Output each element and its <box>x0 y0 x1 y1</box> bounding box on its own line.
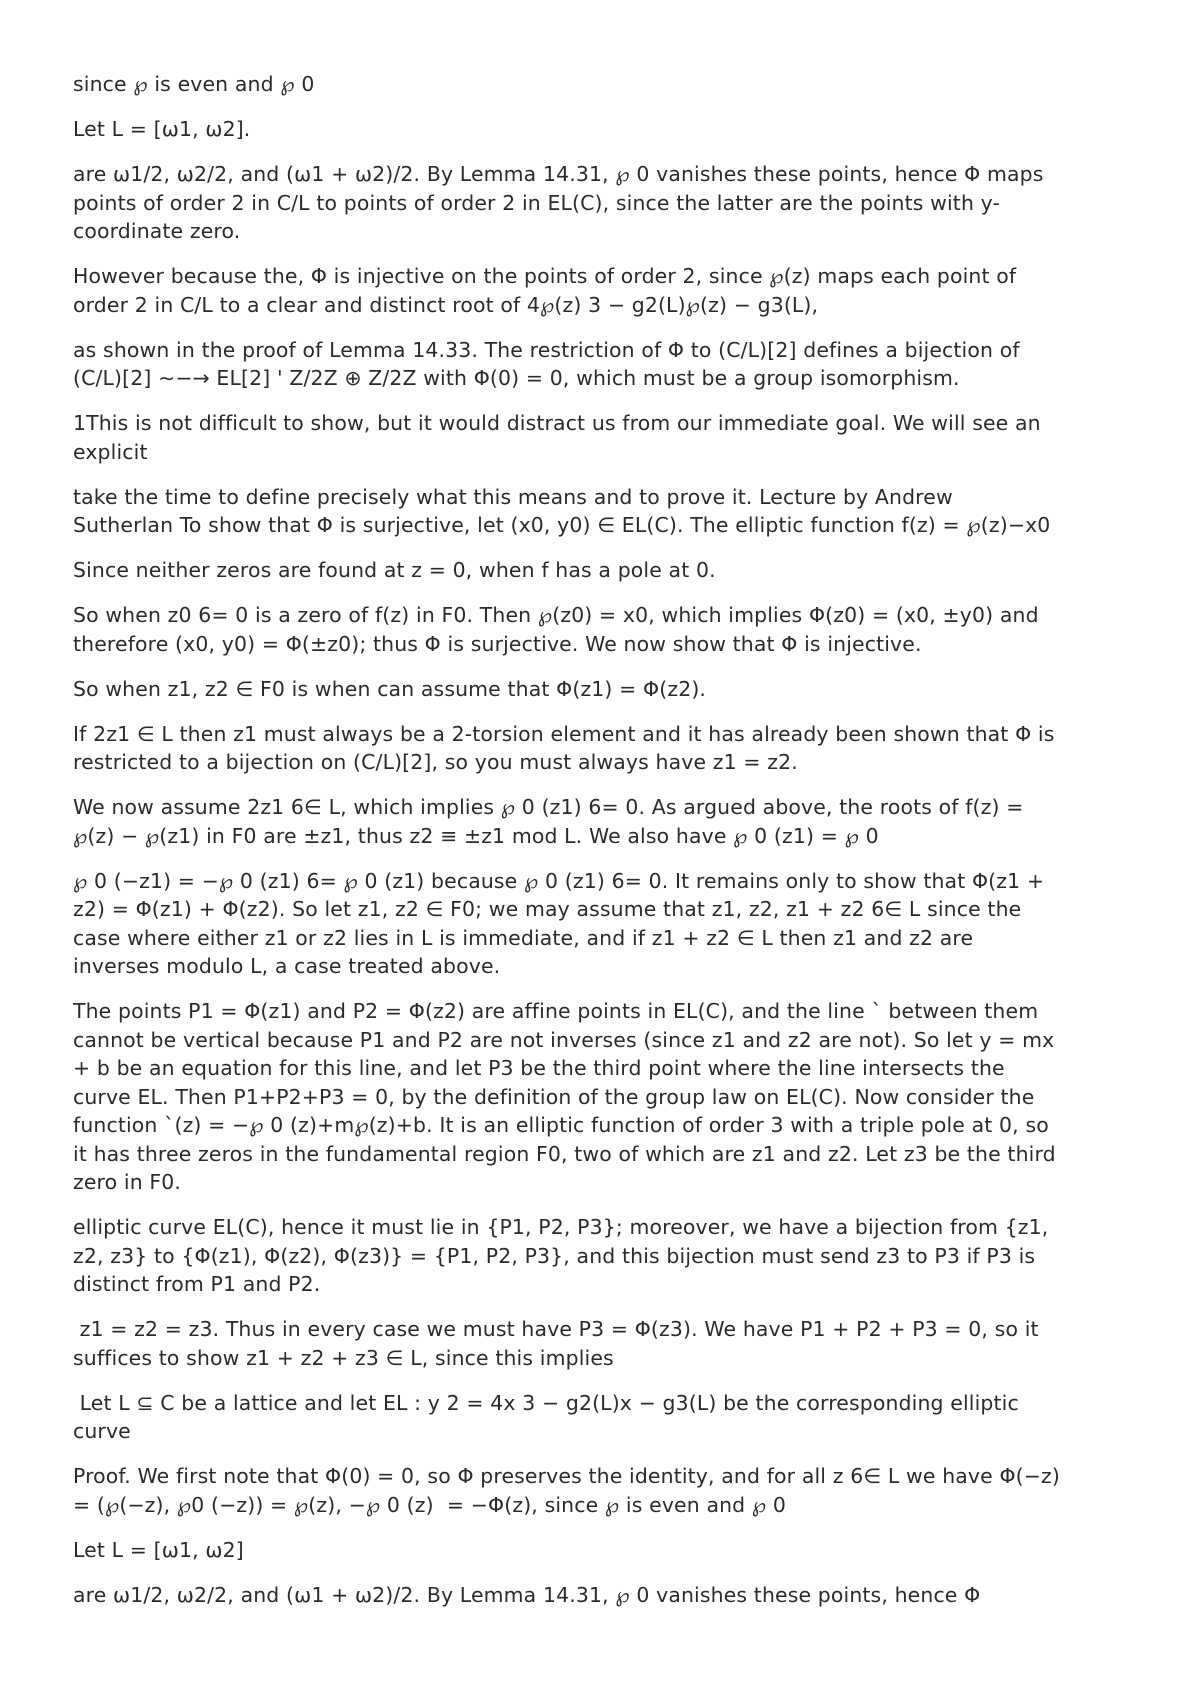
paragraph: We now assume 2z1 6∈ L, which implies ℘ 0 (z1) 6= 0. As argued above, the roots of f(z) = ℘(z) − ℘(z1) in F0 are ±z1, thus z2 ≡ ±z1 mod L. We also have ℘ 0 (z1) = ℘ 0 <box>73 795 1024 848</box>
proof-paragraph: Proof. We first note that Φ(0) = 0, so Φ preserves the identity, and for all z 6∈ L we have Φ(−z) = (℘(−z), ℘0 (−z)) = ℘(z), −℘ 0 (z) = −Φ(z), since ℘ is even and ℘ 0 <box>73 1464 1060 1517</box>
paragraph: So when z1, z2 ∈ F0 is when can assume that Φ(z1) = Φ(z2). <box>73 676 707 701</box>
paragraph: Let L = [ω1, ω2] <box>73 1537 244 1562</box>
paragraph: take the time to define precisely what this means and to prove it. Lecture by Andrew Sutherlan To show that Φ is surjective, let (x0, y0) ∈ EL(C). The elliptic function f(z) = ℘(z)−x0 <box>73 484 1051 537</box>
paragraph: elliptic curve EL(C), hence it must lie in {P1, P2, P3}; moreover, we have a bijection from {z1, z2, z3} to {Φ(z1), Φ(z2), Φ(z3)} = {P1, P2, P3}, and this bijection must send z3 to P3 if P3 is distinct from P1 and P2. <box>73 1215 1049 1296</box>
paragraph: are ω1/2, ω2/2, and (ω1 + ω2)/2. By Lemma 14.31, ℘ 0 vanishes these points, hence Φ <box>73 1582 981 1607</box>
paragraph: are ω1/2, ω2/2, and (ω1 + ω2)/2. By Lemma 14.31, ℘ 0 vanishes these points, hence Φ maps points of order 2 in C/L to points of order 2 in EL(C), since the latter are the points with y- coordinate zero. <box>73 162 1044 243</box>
paragraph: Let L = [ω1, ω2]. <box>73 117 251 141</box>
paragraph: z1 = z2 = z3. Thus in every case we must have P3 = Φ(z3). We have P1 + P2 + P3 = 0, so it suffices to show z1 + z2 + z3 ∈ L, since this implies <box>73 1317 1039 1370</box>
paragraph: The points P1 = Φ(z1) and P2 = Φ(z2) are affine points in EL(C), and the line ` between them cannot be vertical because P1 and P2 are not inverses (since z1 and z2 are not). So let y = mx + b be an equation for this line, and let P3 be the third point where the line intersects the curve EL. Then P1+P2+P3 = 0, by the definition of the group law on EL(C). Now consider the function `(z) = −℘ 0 (z)+m℘(z)+b. It is an elliptic function of order 3 with a triple pole at 0, so it has three zeros in the fundamental region F0, two of which are z1 and z2. Let z3 be the third zero in F0. <box>73 999 1056 1194</box>
paragraph: ℘ 0 (−z1) = −℘ 0 (z1) 6= ℘ 0 (z1) because ℘ 0 (z1) 6= 0. It remains only to show that Φ(z1 + z2) = Φ(z1) + Φ(z2). So let z1, z2 ∈ F0; we may assume that z1, z2, z1 + z2 6∈ L since the case where either z1 or z2 lies in L is immediate, and if z1 + z2 ∈ L then z1 and z2 are inverses modulo L, a case treated above. <box>73 868 1045 978</box>
paragraph: So when z0 6= 0 is a zero of f(z) in F0. Then ℘(z0) = x0, which implies Φ(z0) = (x0, ±y0) and therefore (x0, y0) = Φ(±z0); thus Φ is surjective. We now show that Φ is injective. <box>73 603 1039 656</box>
footnote-paragraph: 1This is not difficult to show, but it would distract us from our immediate goal. We will see an explicit <box>73 411 1041 464</box>
paragraph: If 2z1 ∈ L then z1 must always be a 2-torsion element and it has already been shown that Φ is restricted to a bijection on (C/L)[2], so you must always have z1 = z2. <box>73 721 1055 774</box>
document-page <box>73 70 1143 1626</box>
paragraph: However because the, Φ is injective on the points of order 2, since ℘(z) maps each point of order 2 in C/L to a clear and distinct root of 4℘(z) 3 − g2(L)℘(z) − g3(L), <box>73 264 1017 317</box>
paragraph: Since neither zeros are found at z = 0, when f has a pole at 0. <box>73 558 716 582</box>
paragraph: as shown in the proof of Lemma 14.33. The restriction of Φ to (C/L)[2] defines a bijection of (C/L)[2] ∼−→ EL[2] ' Z/2Z ⊕ Z/2Z with Φ(0) = 0, which must be a group isomorphism. <box>73 337 1020 390</box>
paragraph: since ℘ is even and ℘ 0 <box>73 72 315 96</box>
theorem-statement: Let L ⊆ C be a lattice and let EL : y 2 = 4x 3 − g2(L)x − g3(L) be the corresponding elliptic curve <box>73 1390 1019 1443</box>
